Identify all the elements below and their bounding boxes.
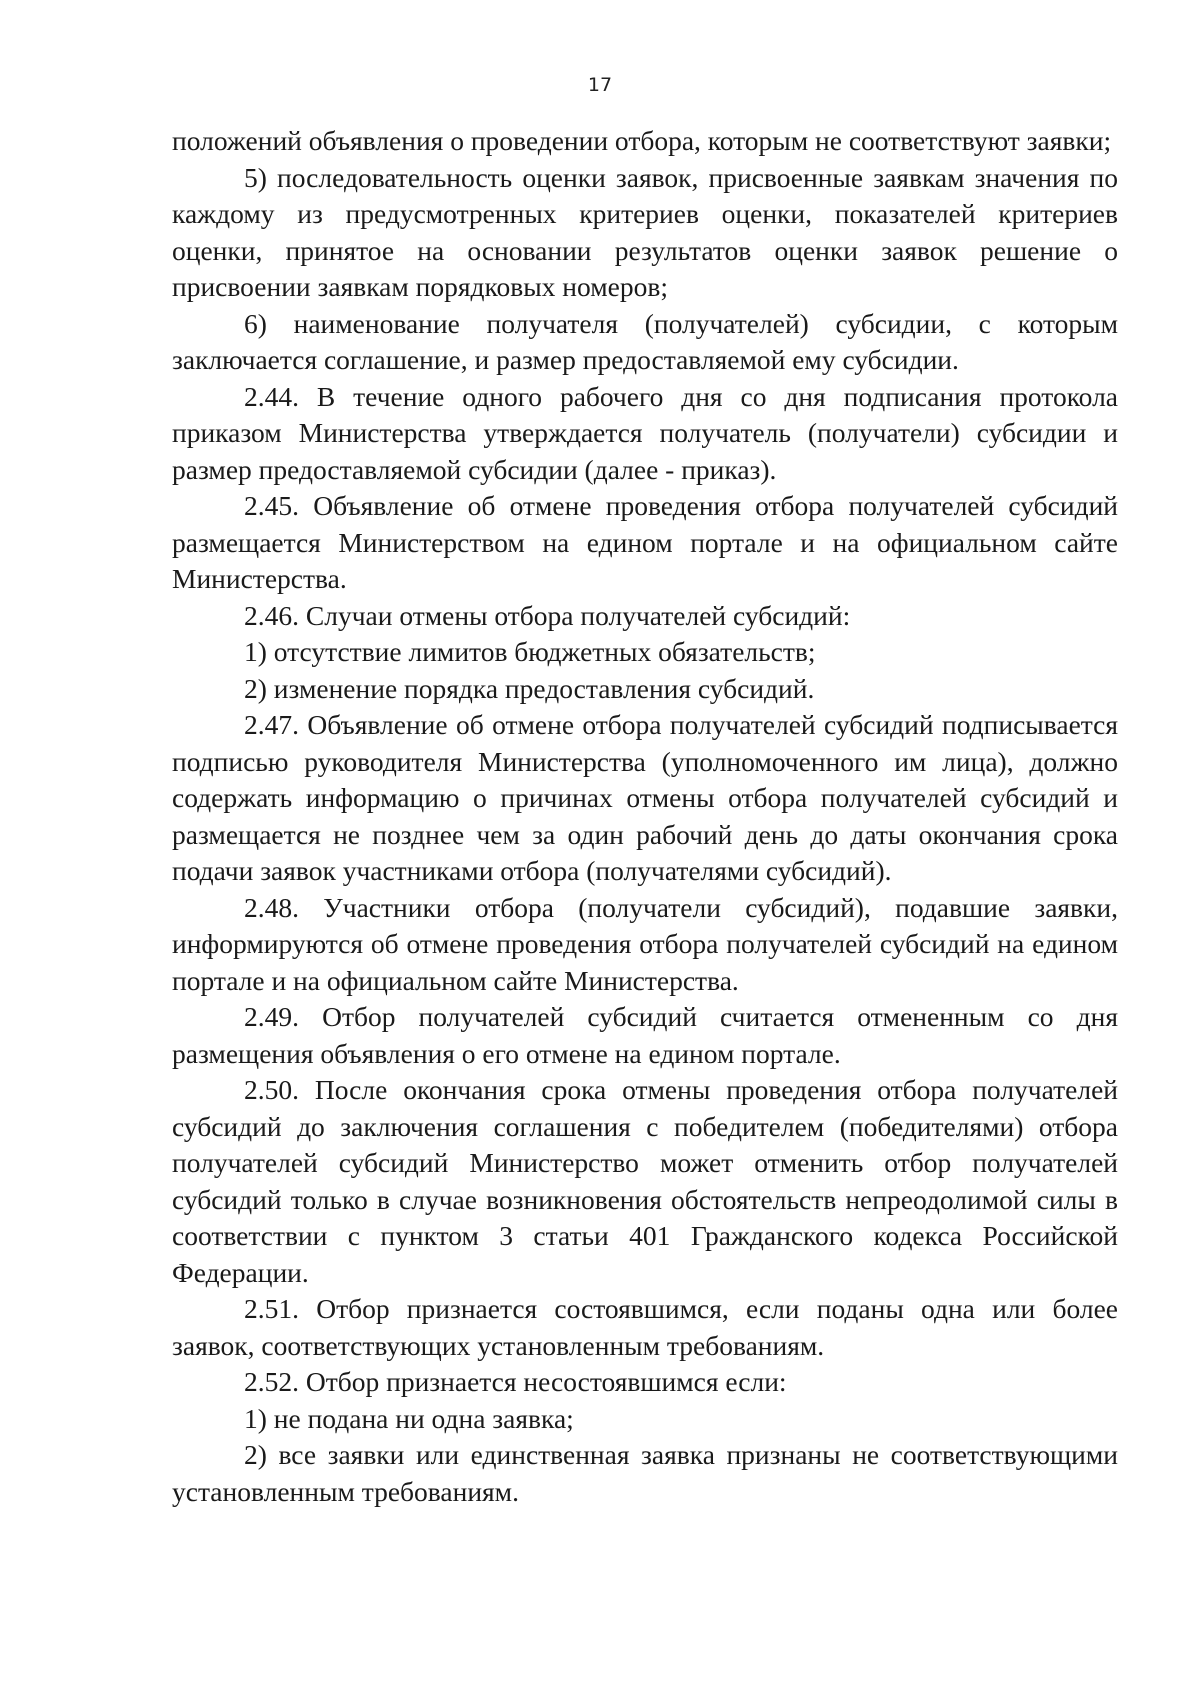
paragraph-2-46-item-1: 1) отсутствие лимитов бюджетных обязательств; [244, 636, 816, 667]
paragraph-2-52: 2.52. Отбор признается несостоявшимся если: [244, 1366, 787, 1397]
paragraph-2-50: 2.50. После окончания срока отмены проведения отбора получателей субсидий до заключения соглашения с победителем (победителями) отбора получателей субсидий Министерство может отменить отбор получателей субсидий только в случае возникновения обстоятельств непреодолимой силы в соответствии с пунктом 3 статьи 401 Гражданского кодекса Российской Федерации. [172, 1074, 1118, 1288]
paragraph-2-48: 2.48. Участники отбора (получатели субсидий), подавшие заявки, информируются об отмене проведения отбора получателей субсидий на едином портале и на официальном сайте Министерства. [172, 891, 1118, 996]
paragraph-2-46: 2.46. Случаи отмены отбора получателей субсидий: [244, 599, 851, 631]
paragraph-continuation: положений объявления о проведении отбора, которым не соответствуют заявки; [172, 125, 1112, 156]
paragraph-2-49: 2.49. Отбор получателей субсидий считается отмененным со дня размещения объявления о его отмене на едином портале. [172, 1001, 1118, 1069]
document-body [172, 123, 1118, 1510]
paragraph-2-44: 2.44. В течение одного рабочего дня со дня подписания протокола приказом Министерства утверждается получатель (получатели) субсидии и размер предоставляемой субсидии (далее - приказ). [172, 380, 1118, 485]
paragraph-2-51: 2.51. Отбор признается состоявшимся, если поданы одна или более заявок, соответствующих установленным требованиям. [172, 1293, 1118, 1361]
paragraph-2-46-item-2: 2) изменение порядка предоставления субсидий. [244, 672, 815, 704]
page-number: 17 [587, 74, 613, 96]
paragraph-2-52-item-1: 1) не подана ни одна заявка; [244, 1402, 574, 1434]
paragraph-2-47: 2.47. Объявление об отмене отбора получателей субсидий подписывается подписью руководителя Министерства (уполномоченного им лица), должно содержать информацию о причинах отмены отбора получателей субсидий и размещается не позднее чем за один рабочий день до даты окончания срока подачи заявок участниками отбора (получателями субсидий). [172, 709, 1118, 886]
paragraph-item-5: 5) последовательность оценки заявок, присвоенные заявкам значения по каждому из предусмотренных критериев оценки, показателей критериев оценки, принятое на основании результатов оценки заявок решение о присвоении заявкам порядковых номеров; [172, 161, 1118, 302]
paragraph-2-52-item-2: 2) все заявки или единственная заявка признаны не соответствующими установленным требованиям. [172, 1439, 1118, 1507]
paragraph-item-6: 6) наименование получателя (получателей) субсидии, с которым заключается соглашение, и размер предоставляемой ему субсидии. [172, 307, 1118, 375]
paragraph-2-45: 2.45. Объявление об отмене проведения отбора получателей субсидий размещается Министерством на едином портале и на официальном сайте Министерства. [172, 490, 1118, 594]
